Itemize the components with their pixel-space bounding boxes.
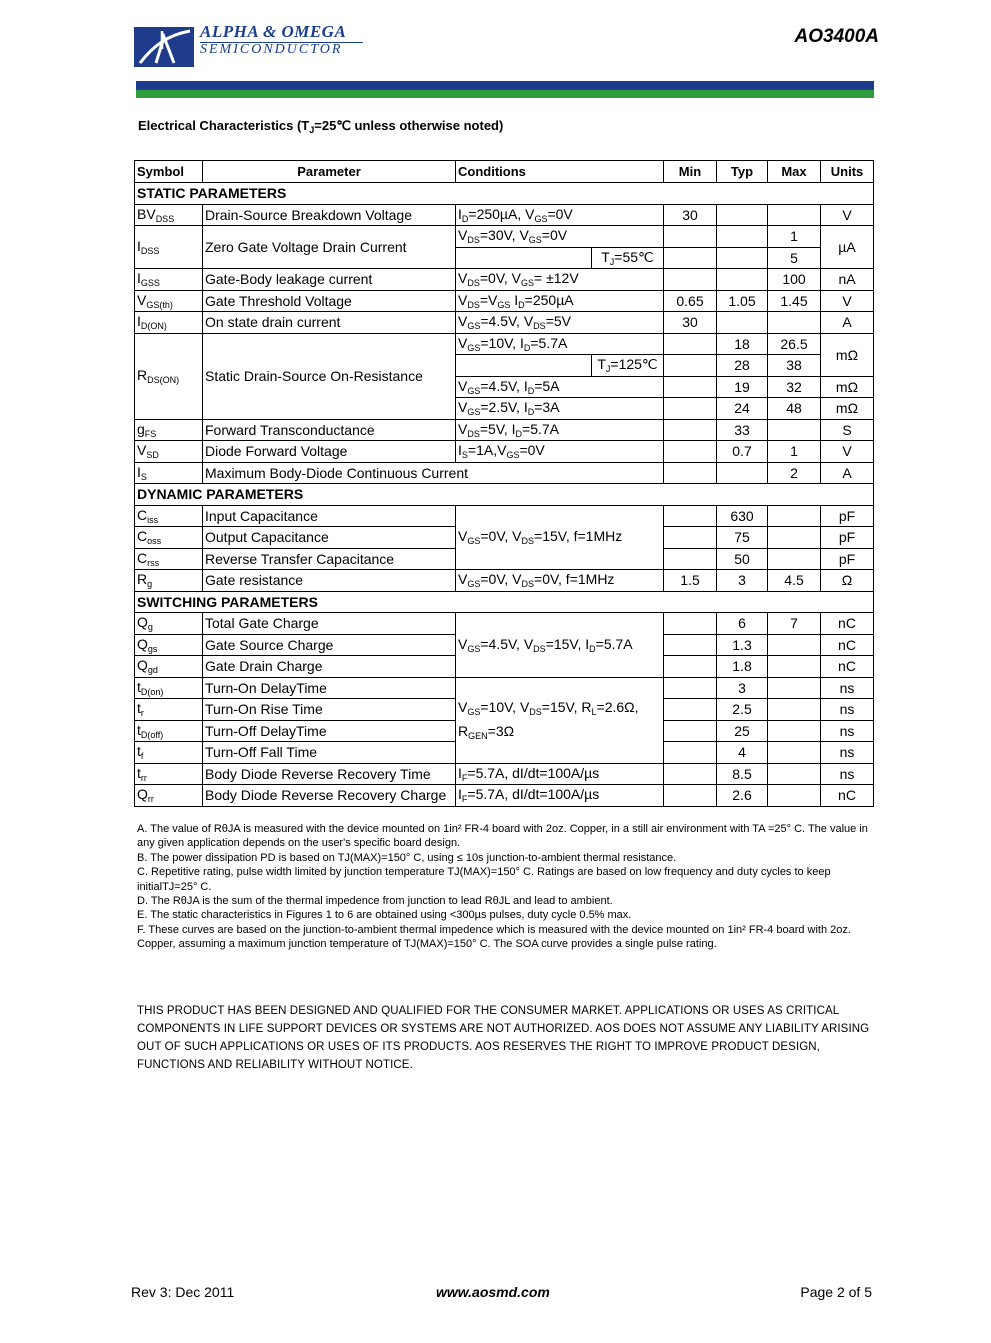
table-row [135, 462, 874, 484]
parameter-cell: Gate resistance [203, 570, 456, 592]
max-cell [768, 763, 821, 785]
typ-cell [717, 204, 768, 226]
parameter-cell: Body Diode Reverse Recovery Charge [203, 785, 456, 807]
table-row [135, 226, 874, 248]
max-cell: 7 [768, 613, 821, 635]
typ-cell: 19 [717, 376, 768, 398]
parameter-cell: Zero Gate Voltage Drain Current [203, 226, 456, 269]
section-switching: SWITCHING PARAMETERS [135, 591, 874, 613]
typ-cell [717, 226, 768, 248]
header-parameter: Parameter [203, 161, 456, 183]
min-cell [664, 634, 717, 656]
condition-cell: $V_{DS}=30V$, $V_{GS}=0V$ [456, 226, 664, 248]
symbol-cell: $Q_{gd}$ [135, 656, 203, 678]
max-cell: 38 [768, 355, 821, 377]
footer-page-number: Page 2 of 5 [800, 1284, 872, 1300]
max-cell: 32 [768, 376, 821, 398]
unit-cell: ns [821, 742, 874, 764]
typ-cell: 4 [717, 742, 768, 764]
condition-cell: $V_{DS}=5V$, $I_D=5.7A$ [456, 419, 664, 441]
min-cell [664, 419, 717, 441]
max-cell: 1.45 [768, 290, 821, 312]
max-cell [768, 785, 821, 807]
max-cell [768, 204, 821, 226]
symbol-cell: $I_{GSS}$ [135, 269, 203, 291]
unit-cell: V [821, 290, 874, 312]
company-logo-icon [134, 27, 194, 67]
unit-cell: ns [821, 720, 874, 742]
unit-cell: A [821, 462, 874, 484]
typ-cell [717, 312, 768, 334]
condition-cell: $V_{GS}=10V$, $V_{DS}=15V$, $R_L=2.6\Omega$, $R_{GEN}=3\Omega$ [456, 677, 664, 763]
typ-cell: 33 [717, 419, 768, 441]
unit-cell: mΩ [821, 376, 874, 398]
condition-cell: $I_F=5.7A$, dI/dt=100A/µs [456, 763, 664, 785]
unit-cell: V [821, 204, 874, 226]
symbol-cell: $I_{DSS}$ [135, 226, 203, 269]
parameter-cell: Maximum Body-Diode Continuous Current [203, 462, 664, 484]
min-cell [664, 355, 717, 377]
symbol-cell: $I_S$ [135, 462, 203, 484]
condition-cell: $V_{GS}=4.5V$, $V_{DS}=15V$, $I_D=5.7A$ [456, 613, 664, 678]
min-cell [664, 720, 717, 742]
symbol-cell: $t_{D(on)}$ [135, 677, 203, 699]
max-cell: 26.5 [768, 333, 821, 355]
condition-cell: $V_{GS}=0V$, $V_{DS}=15V$, f=1MHz [456, 505, 664, 570]
min-cell [664, 333, 717, 355]
min-cell [664, 247, 717, 269]
typ-cell: 25 [717, 720, 768, 742]
symbol-cell: $t_r$ [135, 699, 203, 721]
min-cell [664, 269, 717, 291]
unit-cell: ns [821, 677, 874, 699]
max-cell [768, 656, 821, 678]
table-row [135, 785, 874, 807]
table-row [135, 333, 874, 355]
section-title: Electrical Characteristics ($T_J=25℃$ unless otherwise noted) [138, 118, 504, 135]
min-cell [664, 505, 717, 527]
footnote-f: F. These curves are based on the junction-to-ambient thermal impedence which is measured with the device mounted on 1in² FR-4 board with 2oz. Copper, assuming a maximum junction temperature of TJ(MAX)=150° C. The SOA curve provides a single pulse rating. [137, 923, 851, 951]
electrical-characteristics-table [134, 160, 874, 807]
typ-cell: 0.7 [717, 441, 768, 463]
parameter-cell: Body Diode Reverse Recovery Time [203, 763, 456, 785]
footnotes [137, 822, 877, 952]
parameter-cell: Forward Transconductance [203, 419, 456, 441]
min-cell [664, 613, 717, 635]
max-cell [768, 312, 821, 334]
table-row [135, 419, 874, 441]
symbol-cell: $t_{rr}$ [135, 763, 203, 785]
header-band-blue [136, 81, 874, 90]
unit-cell: V [821, 441, 874, 463]
typ-cell [717, 247, 768, 269]
condition-cell: $I_D=250\mu A$, $V_{GS}=0V$ [456, 204, 664, 226]
condition-cell: $V_{DS}=0V$, $V_{GS}= \pm 12V$ [456, 269, 664, 291]
max-cell: 48 [768, 398, 821, 420]
parameter-cell: Gate-Body leakage current [203, 269, 456, 291]
symbol-cell: $Q_{rr}$ [135, 785, 203, 807]
typ-cell [717, 269, 768, 291]
symbol-cell: $C_{oss}$ [135, 527, 203, 549]
min-cell: 1.5 [664, 570, 717, 592]
condition-cell: $V_{GS}=10V$, $I_D=5.7A$ [456, 333, 664, 355]
table-row [135, 441, 874, 463]
typ-cell: 6 [717, 613, 768, 635]
unit-cell: S [821, 419, 874, 441]
symbol-cell: $Q_{gs}$ [135, 634, 203, 656]
section-static: STATIC PARAMETERS [135, 183, 874, 205]
section-dynamic: DYNAMIC PARAMETERS [135, 484, 874, 506]
max-cell [768, 505, 821, 527]
min-cell: 0.65 [664, 290, 717, 312]
min-cell [664, 548, 717, 570]
unit-cell: nC [821, 613, 874, 635]
typ-cell [717, 462, 768, 484]
header-units: Units [821, 161, 874, 183]
symbol-cell: $BV_{DSS}$ [135, 204, 203, 226]
parameter-cell: Input Capacitance [203, 505, 456, 527]
parameter-cell: Drain-Source Breakdown Voltage [203, 204, 456, 226]
typ-cell: 50 [717, 548, 768, 570]
max-cell: 4.5 [768, 570, 821, 592]
table-row [135, 269, 874, 291]
parameter-cell: Output Capacitance [203, 527, 456, 549]
footnote-a: A. The value of RθJA is measured with the device mounted on 1in² FR-4 board with 2oz. Copper, in a still air environment with TA =25° C. The value in any given application depends on the user's specific board design. [137, 823, 868, 850]
unit-cell: nC [821, 634, 874, 656]
max-cell: 100 [768, 269, 821, 291]
typ-cell: 28 [717, 355, 768, 377]
table-header-row [135, 161, 874, 183]
disclaimer-line: COMPONENTS IN LIFE SUPPORT DEVICES OR SYSTEMS ARE NOT AUTHORIZED. AOS DOES NOT ASSUME ANY LIABILITY ARISING [137, 1023, 870, 1035]
symbol-cell: $I_{D(ON)}$ [135, 312, 203, 334]
parameter-cell: Total Gate Charge [203, 613, 456, 635]
condition-cell: $I_F=5.7A$, dI/dt=100A/µs [456, 785, 664, 807]
typ-cell: 8.5 [717, 763, 768, 785]
unit-cell: nC [821, 656, 874, 678]
unit-cell: pF [821, 548, 874, 570]
max-cell [768, 548, 821, 570]
condition-cell-blank [456, 355, 592, 377]
header-band-green [136, 90, 874, 98]
max-cell: 1 [768, 441, 821, 463]
table-row [135, 763, 874, 785]
part-number: AO3400A [794, 26, 879, 47]
min-cell [664, 226, 717, 248]
symbol-cell: $Q_g$ [135, 613, 203, 635]
parameter-cell: Static Drain-Source On-Resistance [203, 333, 456, 419]
unit-cell: A [821, 312, 874, 334]
disclaimer-line: THIS PRODUCT HAS BEEN DESIGNED AND QUALIFIED FOR THE CONSUMER MARKET. APPLICATIONS OR USES AS CRITICAL [137, 1005, 840, 1017]
typ-cell: 1.8 [717, 656, 768, 678]
header-symbol: Symbol [135, 161, 203, 183]
unit-cell: ns [821, 699, 874, 721]
typ-cell: 3 [717, 570, 768, 592]
parameter-cell: Reverse Transfer Capacitance [203, 548, 456, 570]
parameter-cell: Turn-On Rise Time [203, 699, 456, 721]
parameter-cell: Gate Threshold Voltage [203, 290, 456, 312]
table-row [135, 570, 874, 592]
symbol-cell: $C_{rss}$ [135, 548, 203, 570]
condition-cell: $V_{GS}=0V$, $V_{DS}=0V$, f=1MHz [456, 570, 664, 592]
min-cell: 30 [664, 312, 717, 334]
typ-cell: 1.3 [717, 634, 768, 656]
unit-cell: pF [821, 527, 874, 549]
condition-cell: $T_J=125℃$ [592, 355, 664, 377]
symbol-cell: $t_{D(off)}$ [135, 720, 203, 742]
typ-cell: 2.5 [717, 699, 768, 721]
unit-cell: ns [821, 763, 874, 785]
table-row [135, 290, 874, 312]
footnote-d: D. The RθJA is the sum of the thermal impedence from junction to lead RθJL and lead to ambient. [137, 895, 613, 908]
typ-cell: 1.05 [717, 290, 768, 312]
condition-cell: $V_{GS}=2.5V$, $I_D=3A$ [456, 398, 664, 420]
unit-cell: nC [821, 785, 874, 807]
condition-cell: $I_S=1A,V_{GS}=0V$ [456, 441, 664, 463]
min-cell [664, 763, 717, 785]
parameter-cell: Turn-Off Fall Time [203, 742, 456, 764]
unit-cell: pF [821, 505, 874, 527]
max-cell: 1 [768, 226, 821, 248]
parameter-cell: Turn-Off DelayTime [203, 720, 456, 742]
symbol-cell: $C_{iss}$ [135, 505, 203, 527]
min-cell [664, 677, 717, 699]
table-row [135, 204, 874, 226]
table-row [135, 312, 874, 334]
footer-website-link[interactable]: www.aosmd.com [436, 1284, 550, 1300]
min-cell [664, 742, 717, 764]
footnote-b: B. The power dissipation PD is based on TJ(MAX)=150° C, using ≤ 10s junction-to-ambient thermal resistance. [137, 851, 677, 864]
max-cell [768, 677, 821, 699]
min-cell [664, 785, 717, 807]
symbol-cell: $V_{GS(th)}$ [135, 290, 203, 312]
max-cell: 5 [768, 247, 821, 269]
max-cell [768, 699, 821, 721]
typ-cell: 2.6 [717, 785, 768, 807]
brand-name: ALPHA & OMEGA [200, 22, 347, 41]
footnote-c: C. Repetitive rating, pulse width limited by junction temperature TJ(MAX)=150° C. Ratings are based on low frequency and duty cycles to keep initialTJ=25° C. [137, 866, 831, 893]
typ-cell: 3 [717, 677, 768, 699]
max-cell [768, 419, 821, 441]
condition-cell: $V_{DS}=V_{GS}$ $I_D=250\mu A$ [456, 290, 664, 312]
max-cell: 2 [768, 462, 821, 484]
min-cell [664, 376, 717, 398]
table-row [135, 613, 874, 635]
unit-cell: mΩ [821, 333, 874, 376]
typ-cell: 630 [717, 505, 768, 527]
typ-cell: 24 [717, 398, 768, 420]
symbol-cell: $V_{SD}$ [135, 441, 203, 463]
max-cell [768, 527, 821, 549]
unit-cell: Ω [821, 570, 874, 592]
footnote-e: E. The static characteristics in Figures 1 to 6 are obtained using <300µs pulses, duty cycle 0.5% max. [137, 909, 632, 922]
max-cell [768, 720, 821, 742]
unit-cell: mΩ [821, 398, 874, 420]
min-cell [664, 527, 717, 549]
min-cell: 30 [664, 204, 717, 226]
min-cell [664, 441, 717, 463]
typ-cell: 75 [717, 527, 768, 549]
parameter-cell: Turn-On DelayTime [203, 677, 456, 699]
disclaimer-line: OUT OF SUCH APPLICATIONS OR USES OF ITS PRODUCTS. AOS RESERVES THE RIGHT TO IMPROVE PRODUCT DESIGN, [137, 1041, 820, 1053]
brand-subtitle: SEMICONDUCTOR [200, 42, 343, 57]
min-cell [664, 398, 717, 420]
symbol-cell: $R_g$ [135, 570, 203, 592]
footer-revision: Rev 3: Dec 2011 [131, 1284, 235, 1300]
symbol-cell: $t_f$ [135, 742, 203, 764]
condition-cell-blank [456, 247, 592, 269]
min-cell [664, 699, 717, 721]
parameter-cell: Gate Drain Charge [203, 656, 456, 678]
parameter-cell: On state drain current [203, 312, 456, 334]
symbol-cell: $R_{DS(ON)}$ [135, 333, 203, 419]
table-row [135, 677, 874, 699]
table-row [135, 505, 874, 527]
header-typ: Typ [717, 161, 768, 183]
parameter-cell: Gate Source Charge [203, 634, 456, 656]
min-cell [664, 656, 717, 678]
header-min: Min [664, 161, 717, 183]
max-cell [768, 742, 821, 764]
condition-cell: $T_J=55℃$ [592, 247, 664, 269]
unit-cell: nA [821, 269, 874, 291]
parameter-cell: Diode Forward Voltage [203, 441, 456, 463]
condition-cell: $V_{GS}=4.5V$, $V_{DS}=5V$ [456, 312, 664, 334]
symbol-cell: $g_{FS}$ [135, 419, 203, 441]
header-max: Max [768, 161, 821, 183]
max-cell [768, 634, 821, 656]
header-conditions: Conditions [456, 161, 664, 183]
disclaimer-line: FUNCTIONS AND RELIABILITY WITHOUT NOTICE. [137, 1059, 413, 1071]
typ-cell: 18 [717, 333, 768, 355]
condition-cell: $V_{GS}=4.5V$, $I_D=5A$ [456, 376, 664, 398]
disclaimer [137, 1002, 877, 1074]
min-cell [664, 462, 717, 484]
unit-cell: µA [821, 226, 874, 269]
